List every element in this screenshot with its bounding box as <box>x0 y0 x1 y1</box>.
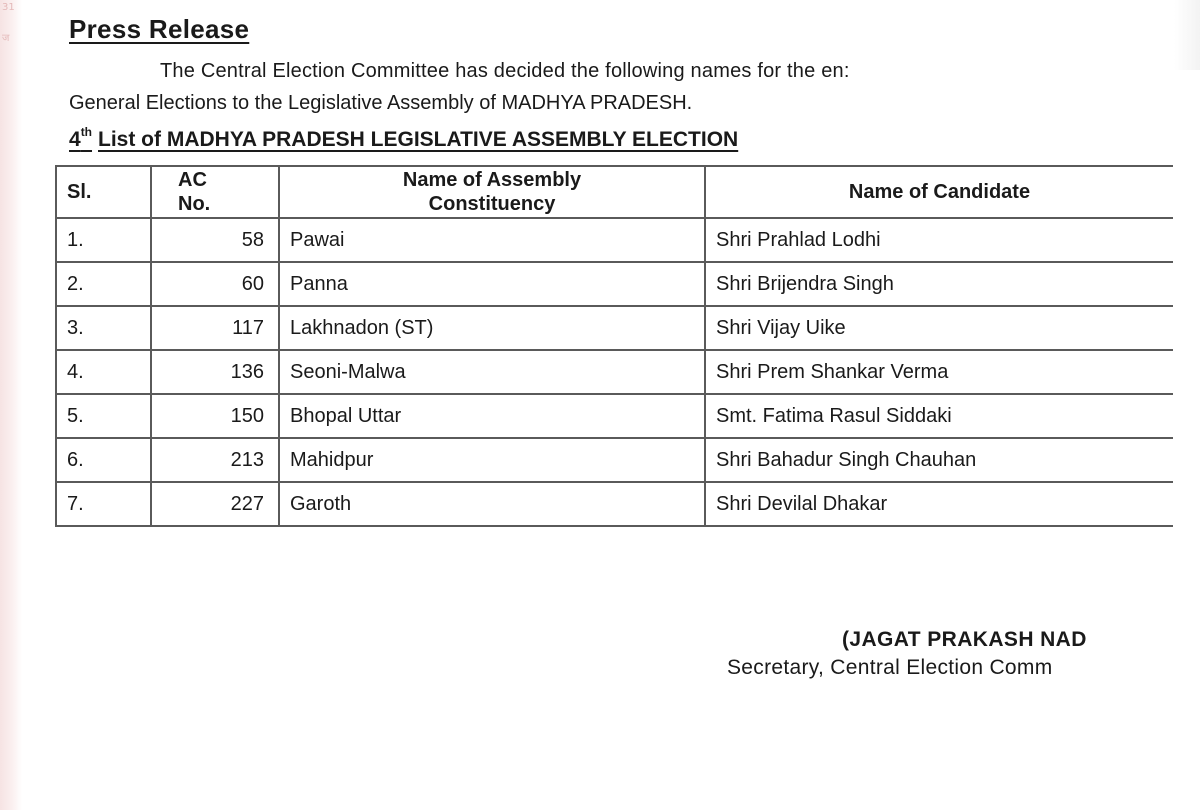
list-heading-text: List of MADHYA PRADESH LEGISLATIVE ASSEMBLY ELECTION <box>98 128 739 151</box>
list-heading <box>69 125 738 152</box>
cell-sl: 7. <box>56 482 151 526</box>
table-row <box>56 306 1173 350</box>
cell-sl: 4. <box>56 350 151 394</box>
list-heading-suffix: th <box>80 125 93 139</box>
cell-candidate: Shri Devilal Dhakar <box>705 482 1173 526</box>
cell-constituency: Mahidpur <box>279 438 705 482</box>
cell-candidate: Shri Brijendra Singh <box>705 262 1173 306</box>
table-row <box>56 262 1173 306</box>
candidate-table <box>55 165 1173 527</box>
list-heading-ordinal: 4 <box>69 128 81 151</box>
cell-sl: 1. <box>56 218 151 262</box>
cell-constituency: Panna <box>279 262 705 306</box>
cell-constituency: Bhopal Uttar <box>279 394 705 438</box>
header-ac-no <box>151 166 279 218</box>
intro-line-2: General Elections to the Legislative Assembly of MADHYA PRADESH. <box>69 92 693 114</box>
signatory-name: (JAGAT PRAKASH NAD <box>842 628 1087 651</box>
cell-ac-no: 213 <box>151 438 279 482</box>
table-row <box>56 438 1173 482</box>
table-row <box>56 218 1173 262</box>
cell-ac-no: 117 <box>151 306 279 350</box>
cell-candidate: Shri Vijay Uike <box>705 306 1173 350</box>
cell-sl: 6. <box>56 438 151 482</box>
cell-candidate: Smt. Fatima Rasul Siddaki <box>705 394 1173 438</box>
right-edge-strip <box>1174 0 1200 70</box>
cell-constituency: Seoni-Malwa <box>279 350 705 394</box>
header-sl: Sl. <box>56 166 151 218</box>
header-ac-line1: AC <box>178 169 207 191</box>
cell-candidate: Shri Bahadur Singh Chauhan <box>705 438 1173 482</box>
header-candidate: Name of Candidate <box>705 166 1173 218</box>
table-row <box>56 482 1173 526</box>
cell-ac-no: 60 <box>151 262 279 306</box>
left-edge-strip: 31 ज <box>0 0 22 810</box>
cell-ac-no: 136 <box>151 350 279 394</box>
signatory-role: Secretary, Central Election Comm <box>727 656 1053 679</box>
cell-ac-no: 58 <box>151 218 279 262</box>
cell-sl: 5. <box>56 394 151 438</box>
cell-constituency: Pawai <box>279 218 705 262</box>
header-constituency-line1: Name of Assembly <box>402 169 582 191</box>
cell-constituency: Garoth <box>279 482 705 526</box>
table-row <box>56 394 1173 438</box>
cell-ac-no: 150 <box>151 394 279 438</box>
table-header-row <box>56 166 1173 218</box>
header-constituency-line2: Constituency <box>428 193 556 215</box>
header-ac-line2: No. <box>178 193 211 215</box>
cell-sl: 3. <box>56 306 151 350</box>
cell-candidate: Shri Prem Shankar Verma <box>705 350 1173 394</box>
table-row <box>56 350 1173 394</box>
cell-candidate: Shri Prahlad Lodhi <box>705 218 1173 262</box>
page-title: Press Release <box>69 14 250 44</box>
cell-sl: 2. <box>56 262 151 306</box>
cell-ac-no: 227 <box>151 482 279 526</box>
header-constituency <box>279 166 705 218</box>
cell-constituency: Lakhnadon (ST) <box>279 306 705 350</box>
intro-line-1: The Central Election Committee has decided the following names for the en: <box>160 60 850 82</box>
